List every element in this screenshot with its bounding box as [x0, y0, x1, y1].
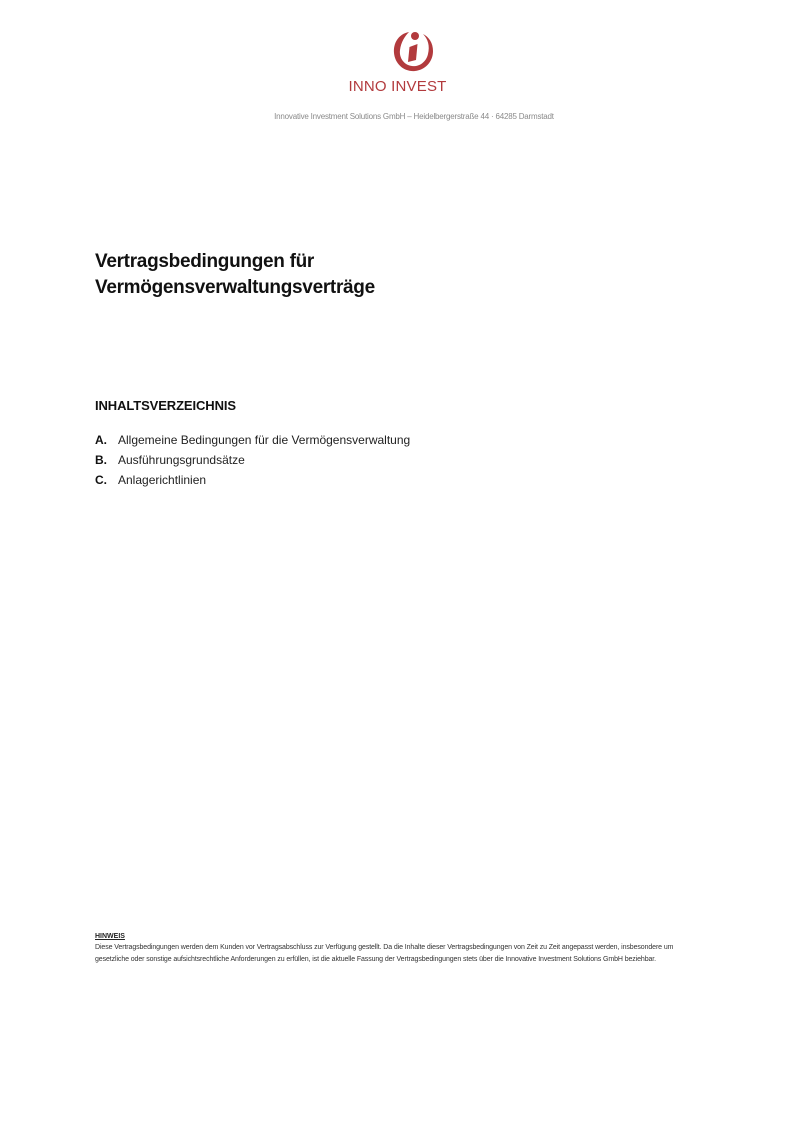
toc-item-c [95, 472, 410, 492]
notice-text: Diese Vertragsbedingungen werden dem Kunden vor Vertragsabschluss zur Verfügung gestellt. Da die Inhalte dieser Vertragsbedingungen von Zeit zu Zeit angepasst werden, insbesondere um gesetzliche oder sonstige aufsichtsrechtliche Anforderungen zu erfüllen, ist die aktuelle Fassung der Vertragsbedingungen stets über die Innovative Investment Solutions GmbH beziehbar. [95, 944, 674, 963]
toc-item-label: Anlagerichtlinien [118, 473, 207, 487]
toc-item-label: Allgemeine Bedingungen für die Vermögensverwaltung [118, 433, 411, 447]
company-address: Innovative Investment Solutions GmbH – Heidelbergerstraße 44 · 64285 Darmstadt [274, 112, 554, 121]
toc-item-b [95, 452, 410, 472]
document-title-line-1: Vertragsbedingungen für [95, 251, 315, 272]
toc-item-label: Ausführungsgrundsätze [118, 453, 245, 467]
toc-item-letter: A. [95, 433, 107, 447]
brand-name: INNO INVEST [348, 78, 447, 95]
toc-heading: INHALTSVERZEICHNIS [95, 398, 236, 413]
toc-item-letter: B. [95, 453, 107, 467]
document-title [95, 249, 375, 301]
toc-item-a [95, 432, 410, 452]
document-title-line-2: Vermögensverwaltungsverträge [95, 277, 375, 298]
notice-section [95, 932, 705, 966]
notice-heading: HINWEIS [95, 933, 125, 940]
inno-invest-logo-icon [389, 26, 437, 76]
toc-item-letter: C. [95, 473, 107, 487]
toc-list [95, 432, 410, 492]
